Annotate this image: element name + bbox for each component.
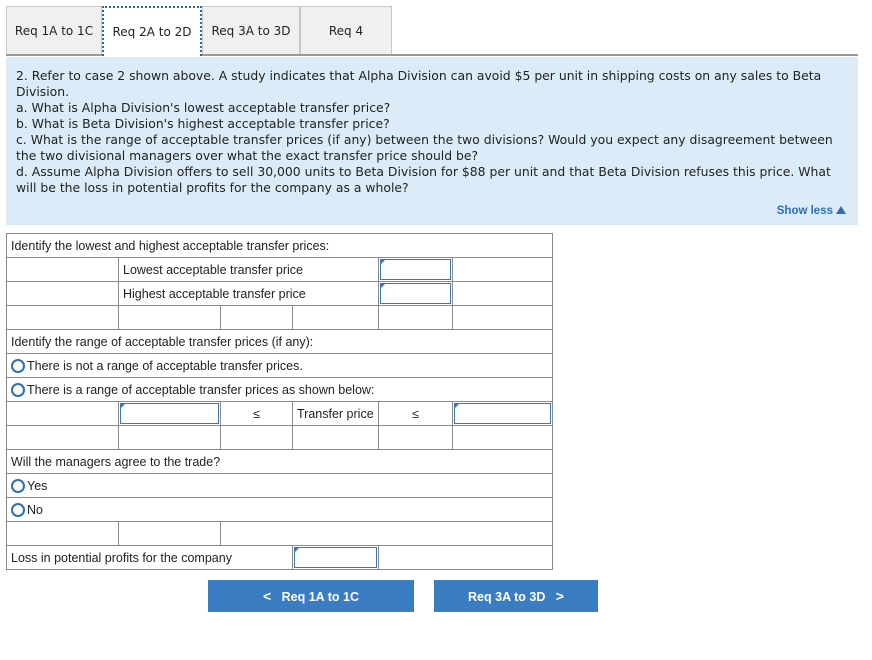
agree-question: Will the managers agree to the trade? [7, 450, 553, 474]
loss-label: Loss in potential profits for the company [7, 546, 293, 570]
transfer-price-label: Transfer price [293, 402, 379, 426]
chevron-right-icon: > [555, 588, 564, 604]
table-row [7, 234, 553, 258]
table-row [7, 330, 553, 354]
tab-req-3a-3d[interactable]: Req 3A to 3D [202, 6, 300, 54]
table-row [7, 522, 553, 546]
range-high-input[interactable] [453, 402, 553, 426]
radio-icon[interactable] [11, 503, 25, 517]
table-row [7, 402, 553, 426]
answer-table [6, 233, 553, 570]
no-option[interactable]: No [7, 498, 553, 522]
tab-bar [6, 6, 858, 56]
identify-range-label: Identify the range of acceptable transfer prices (if any): [7, 330, 553, 354]
table-row [7, 354, 553, 378]
radio-icon[interactable] [11, 359, 25, 373]
no-range-option[interactable]: There is not a range of acceptable transfer prices. [7, 354, 553, 378]
lowest-price-input[interactable] [379, 258, 453, 282]
highest-price-label: Highest acceptable transfer price [119, 282, 379, 306]
next-button-label: Req 3A to 3D [468, 590, 546, 604]
leq-symbol: ≤ [221, 402, 293, 426]
prev-button[interactable] [208, 580, 414, 612]
table-row [7, 450, 553, 474]
tab-req-1a-1c[interactable]: Req 1A to 1C [6, 6, 102, 54]
prev-button-label: Req 1A to 1C [281, 590, 359, 604]
radio-icon[interactable] [11, 383, 25, 397]
highest-price-input[interactable] [379, 282, 453, 306]
tab-req-4[interactable]: Req 4 [300, 6, 392, 54]
range-low-input[interactable] [119, 402, 221, 426]
chevron-left-icon: < [263, 588, 272, 604]
table-row [7, 258, 553, 282]
show-less-link[interactable]: Show less [777, 205, 846, 217]
table-row [7, 426, 553, 450]
leq-symbol: ≤ [379, 402, 453, 426]
identify-prices-label: Identify the lowest and highest acceptable transfer prices: [7, 234, 553, 258]
tab-req-2a-2d[interactable]: Req 2A to 2D [102, 6, 202, 56]
next-button[interactable] [434, 580, 598, 612]
loss-input[interactable] [293, 546, 379, 570]
instructions-panel [6, 57, 858, 225]
lowest-price-label: Lowest acceptable transfer price [119, 258, 379, 282]
table-row [7, 474, 553, 498]
table-row [7, 306, 553, 330]
instruction-d: d. Assume Alpha Division offers to sell 30,000 units to Beta Division for $88 per unit and that Beta Division refuses this price. What will be the loss in potential profits for the company as a whole? [16, 164, 831, 195]
instruction-intro: 2. Refer to case 2 shown above. A study indicates that Alpha Division can avoid $5 per unit in shipping costs on any sales to Beta Division. [16, 68, 822, 99]
table-row [7, 378, 553, 402]
triangle-up-icon [836, 206, 846, 214]
instruction-b: b. What is Beta Division's highest acceptable transfer price? [16, 116, 390, 131]
instruction-c: c. What is the range of acceptable transfer prices (if any) between the two divisions? Would you expect any disagreement between the two divisional managers over what the exact transfer price should be? [16, 132, 833, 163]
yes-option[interactable]: Yes [7, 474, 553, 498]
range-option[interactable]: There is a range of acceptable transfer prices as shown below: [7, 378, 553, 402]
table-row [7, 498, 553, 522]
table-row [7, 546, 553, 570]
table-row [7, 282, 553, 306]
instruction-a: a. What is Alpha Division's lowest acceptable transfer price? [16, 100, 391, 115]
radio-icon[interactable] [11, 479, 25, 493]
